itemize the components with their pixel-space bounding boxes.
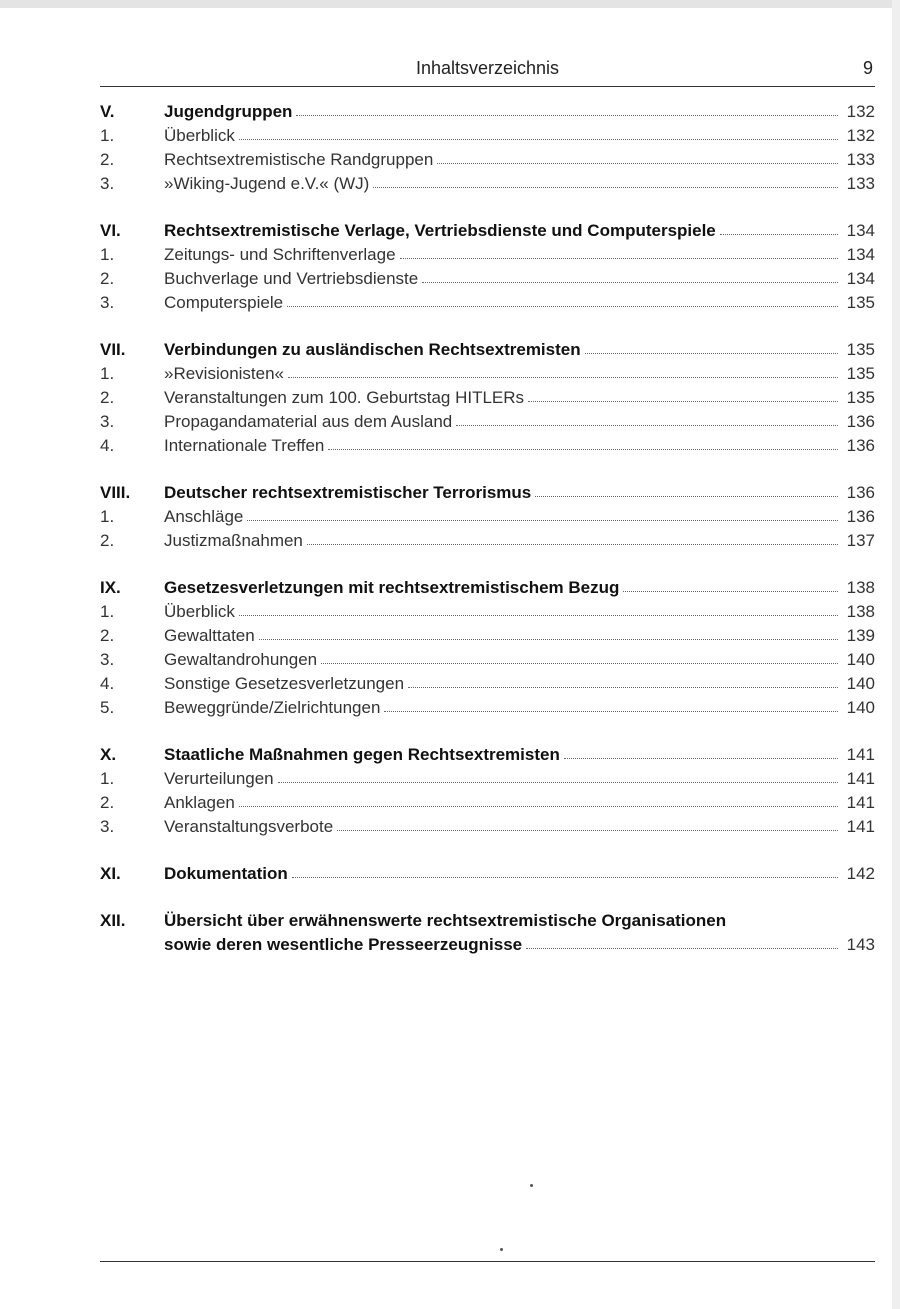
- entry-page-number: 133: [846, 150, 875, 169]
- toc-entry[interactable]: [100, 598, 875, 622]
- entry-title: Sonstige Gesetzesverletzungen: [164, 674, 405, 693]
- toc-section-heading[interactable]: [100, 479, 875, 503]
- entry-title: Anklagen: [164, 793, 235, 812]
- entry-number: 1.: [100, 507, 115, 526]
- entry-page-number: 140: [846, 698, 875, 717]
- entry-number: 1.: [100, 769, 115, 788]
- dot-leader: [623, 591, 838, 592]
- table-of-contents: [100, 98, 875, 978]
- entry-title: Veranstaltungsverbote: [164, 817, 334, 836]
- dot-leader: [247, 520, 838, 521]
- entry-page-number: 136: [846, 483, 875, 502]
- entry-number: 2.: [100, 531, 115, 550]
- page-number: 9: [862, 58, 873, 78]
- toc-entry[interactable]: [100, 265, 875, 289]
- entry-number: X.: [100, 745, 117, 764]
- toc-section: [100, 336, 875, 456]
- toc-section: [100, 907, 875, 955]
- toc-entry[interactable]: [100, 384, 875, 408]
- toc-section-heading[interactable]: [100, 98, 875, 122]
- entry-title: Gesetzesverletzungen mit rechtsextremistischem Bezug: [164, 578, 620, 597]
- entry-number: 3.: [100, 293, 115, 312]
- entry-page-number: 132: [846, 102, 875, 121]
- toc-entry[interactable]: [100, 360, 875, 384]
- entry-page-number: 134: [846, 245, 875, 264]
- entry-page-number: 140: [846, 650, 875, 669]
- toc-section-heading[interactable]: [100, 931, 875, 955]
- entry-title: Gewaltandrohungen: [164, 650, 318, 669]
- entry-title: Internationale Treffen: [164, 436, 325, 455]
- toc-entry[interactable]: [100, 146, 875, 170]
- toc-entry[interactable]: [100, 670, 875, 694]
- entry-number: VII.: [100, 340, 126, 359]
- dot-leader: [526, 948, 838, 949]
- dot-leader: [296, 115, 838, 116]
- dot-leader: [373, 187, 838, 188]
- entry-title: »Wiking-Jugend e.V.« (WJ): [164, 174, 370, 193]
- toc-section: [100, 574, 875, 718]
- entry-number: 1.: [100, 245, 115, 264]
- entry-number: 2.: [100, 388, 115, 407]
- entry-title: Propagandamaterial aus dem Ausland: [164, 412, 453, 431]
- entry-number: 5.: [100, 698, 115, 717]
- dot-leader: [720, 234, 838, 235]
- heading-line-1: [100, 907, 875, 931]
- entry-title: Dokumentation: [164, 864, 288, 883]
- entry-number: 3.: [100, 174, 115, 193]
- entry-title: Überblick: [164, 126, 235, 145]
- entry-page-number: 135: [846, 293, 875, 312]
- dot-leader: [328, 449, 838, 450]
- dot-leader: [384, 711, 838, 712]
- entry-title: »Revisionisten«: [164, 364, 285, 383]
- entry-title: Staatliche Maßnahmen gegen Rechtsextremisten: [164, 745, 560, 764]
- toc-entry[interactable]: [100, 503, 875, 527]
- entry-number: VI.: [100, 221, 121, 240]
- entry-page-number: 138: [846, 602, 875, 621]
- toc-section-heading[interactable]: [100, 860, 875, 884]
- toc-entry[interactable]: [100, 765, 875, 789]
- entry-title: Rechtsextremistische Randgruppen: [164, 150, 434, 169]
- dot-leader: [292, 877, 838, 878]
- dot-leader: [278, 782, 838, 783]
- entry-number: 3.: [100, 412, 115, 431]
- entry-number: 4.: [100, 674, 115, 693]
- entry-number: 1.: [100, 602, 115, 621]
- entry-title: Beweggründe/Zielrichtungen: [164, 698, 381, 717]
- entry-number: VIII.: [100, 483, 131, 502]
- entry-page-number: 135: [846, 340, 875, 359]
- dot-leader: [287, 306, 838, 307]
- entry-number: 4.: [100, 436, 115, 455]
- dot-leader: [321, 663, 838, 664]
- toc-entry[interactable]: [100, 241, 875, 265]
- entry-page-number: 141: [846, 817, 875, 836]
- dot-leader: [456, 425, 838, 426]
- dot-leader: [239, 806, 838, 807]
- entry-page-number: 136: [846, 507, 875, 526]
- entry-number: 2.: [100, 269, 115, 288]
- toc-entry[interactable]: [100, 694, 875, 718]
- entry-number: V.: [100, 102, 115, 121]
- entry-page-number: 134: [846, 221, 875, 240]
- dot-leader: [239, 615, 838, 616]
- entry-title: Rechtsextremistische Verlage, Vertriebsdienste und Computerspiele: [164, 221, 716, 240]
- entry-page-number: 139: [846, 626, 875, 645]
- entry-page-number: 136: [846, 436, 875, 455]
- entry-number: 3.: [100, 650, 115, 669]
- entry-page-number: 141: [846, 793, 875, 812]
- entry-page-number: 132: [846, 126, 875, 145]
- toc-entry[interactable]: [100, 789, 875, 813]
- dot-leader: [535, 496, 838, 497]
- toc-entry[interactable]: [100, 432, 875, 456]
- entry-page-number: 143: [846, 935, 875, 954]
- dot-leader: [528, 401, 838, 402]
- entry-title: sowie deren wesentliche Presseerzeugnisse: [164, 935, 523, 954]
- dot-leader: [400, 258, 838, 259]
- dot-leader: [337, 830, 838, 831]
- entry-title: Zeitungs- und Schriftenverlage: [164, 245, 396, 264]
- entry-title: Buchverlage und Vertriebsdienste: [164, 269, 419, 288]
- toc-section: [100, 479, 875, 551]
- entry-title: Gewalttaten: [164, 626, 255, 645]
- toc-section: [100, 860, 875, 884]
- toc-section: [100, 217, 875, 313]
- toc-section-heading[interactable]: [100, 217, 875, 241]
- entry-page-number: 138: [846, 578, 875, 597]
- toc-entry[interactable]: [100, 122, 875, 146]
- toc-section-heading-multiline[interactable]: [100, 907, 875, 955]
- entry-number: 2.: [100, 150, 115, 169]
- entry-page-number: 137: [846, 531, 875, 550]
- toc-entry[interactable]: [100, 813, 875, 837]
- entry-number: IX.: [100, 578, 121, 597]
- toc-entry[interactable]: [100, 622, 875, 646]
- dot-leader: [288, 377, 838, 378]
- entry-page-number: 142: [846, 864, 875, 883]
- entry-number: 2.: [100, 626, 115, 645]
- page-top-edge: [0, 0, 900, 8]
- entry-page-number: 140: [846, 674, 875, 693]
- entry-title: Veranstaltungen zum 100. Geburtstag HITLERs: [164, 388, 525, 407]
- entry-number: 1.: [100, 126, 115, 145]
- entry-number: 3.: [100, 817, 115, 836]
- scan-speck: [500, 1248, 503, 1251]
- entry-title: Überblick: [164, 602, 235, 621]
- entry-title: Deutscher rechtsextremistischer Terrorismus: [164, 483, 532, 502]
- toc-section-heading[interactable]: [100, 741, 875, 765]
- toc-entry[interactable]: [100, 289, 875, 313]
- dot-leader: [422, 282, 838, 283]
- entry-page-number: 135: [846, 364, 875, 383]
- dot-leader: [307, 544, 838, 545]
- entry-title: Anschläge: [164, 507, 244, 526]
- entry-number: XI.: [100, 864, 121, 883]
- entry-title: Justizmaßnahmen: [164, 531, 303, 550]
- entry-title: Jugendgruppen: [164, 102, 293, 121]
- entry-page-number: 136: [846, 412, 875, 431]
- dot-leader: [585, 353, 838, 354]
- dot-leader: [259, 639, 838, 640]
- toc-entry[interactable]: [100, 170, 875, 194]
- toc-entry[interactable]: [100, 527, 875, 551]
- toc-section: [100, 98, 875, 194]
- entry-page-number: 141: [846, 745, 875, 764]
- toc-entry[interactable]: [100, 408, 875, 432]
- entry-number: XII.: [100, 911, 126, 930]
- entry-page-number: 135: [846, 388, 875, 407]
- dot-leader: [408, 687, 838, 688]
- footer-rule: [100, 1261, 875, 1262]
- page-header: [100, 52, 875, 87]
- entry-number: 2.: [100, 793, 115, 812]
- entry-title-line-1: Übersicht über erwähnenswerte rechtsextremistische Organisationen: [164, 911, 727, 930]
- toc-entry[interactable]: [100, 646, 875, 670]
- entry-page-number: 134: [846, 269, 875, 288]
- toc-section-heading[interactable]: [100, 336, 875, 360]
- entry-title: Verbindungen zu ausländischen Rechtsextremisten: [164, 340, 581, 359]
- toc-section: [100, 741, 875, 837]
- toc-section-heading[interactable]: [100, 574, 875, 598]
- entry-number: 1.: [100, 364, 115, 383]
- scan-speck: [530, 1184, 533, 1187]
- entry-title: Computerspiele: [164, 293, 284, 312]
- page-right-edge: [892, 0, 900, 1309]
- entry-page-number: 141: [846, 769, 875, 788]
- dot-leader: [437, 163, 838, 164]
- entry-title: Verurteilungen: [164, 769, 274, 788]
- dot-leader: [564, 758, 838, 759]
- entry-page-number: 133: [846, 174, 875, 193]
- page-title: Inhaltsverzeichnis: [415, 58, 560, 78]
- dot-leader: [239, 139, 838, 140]
